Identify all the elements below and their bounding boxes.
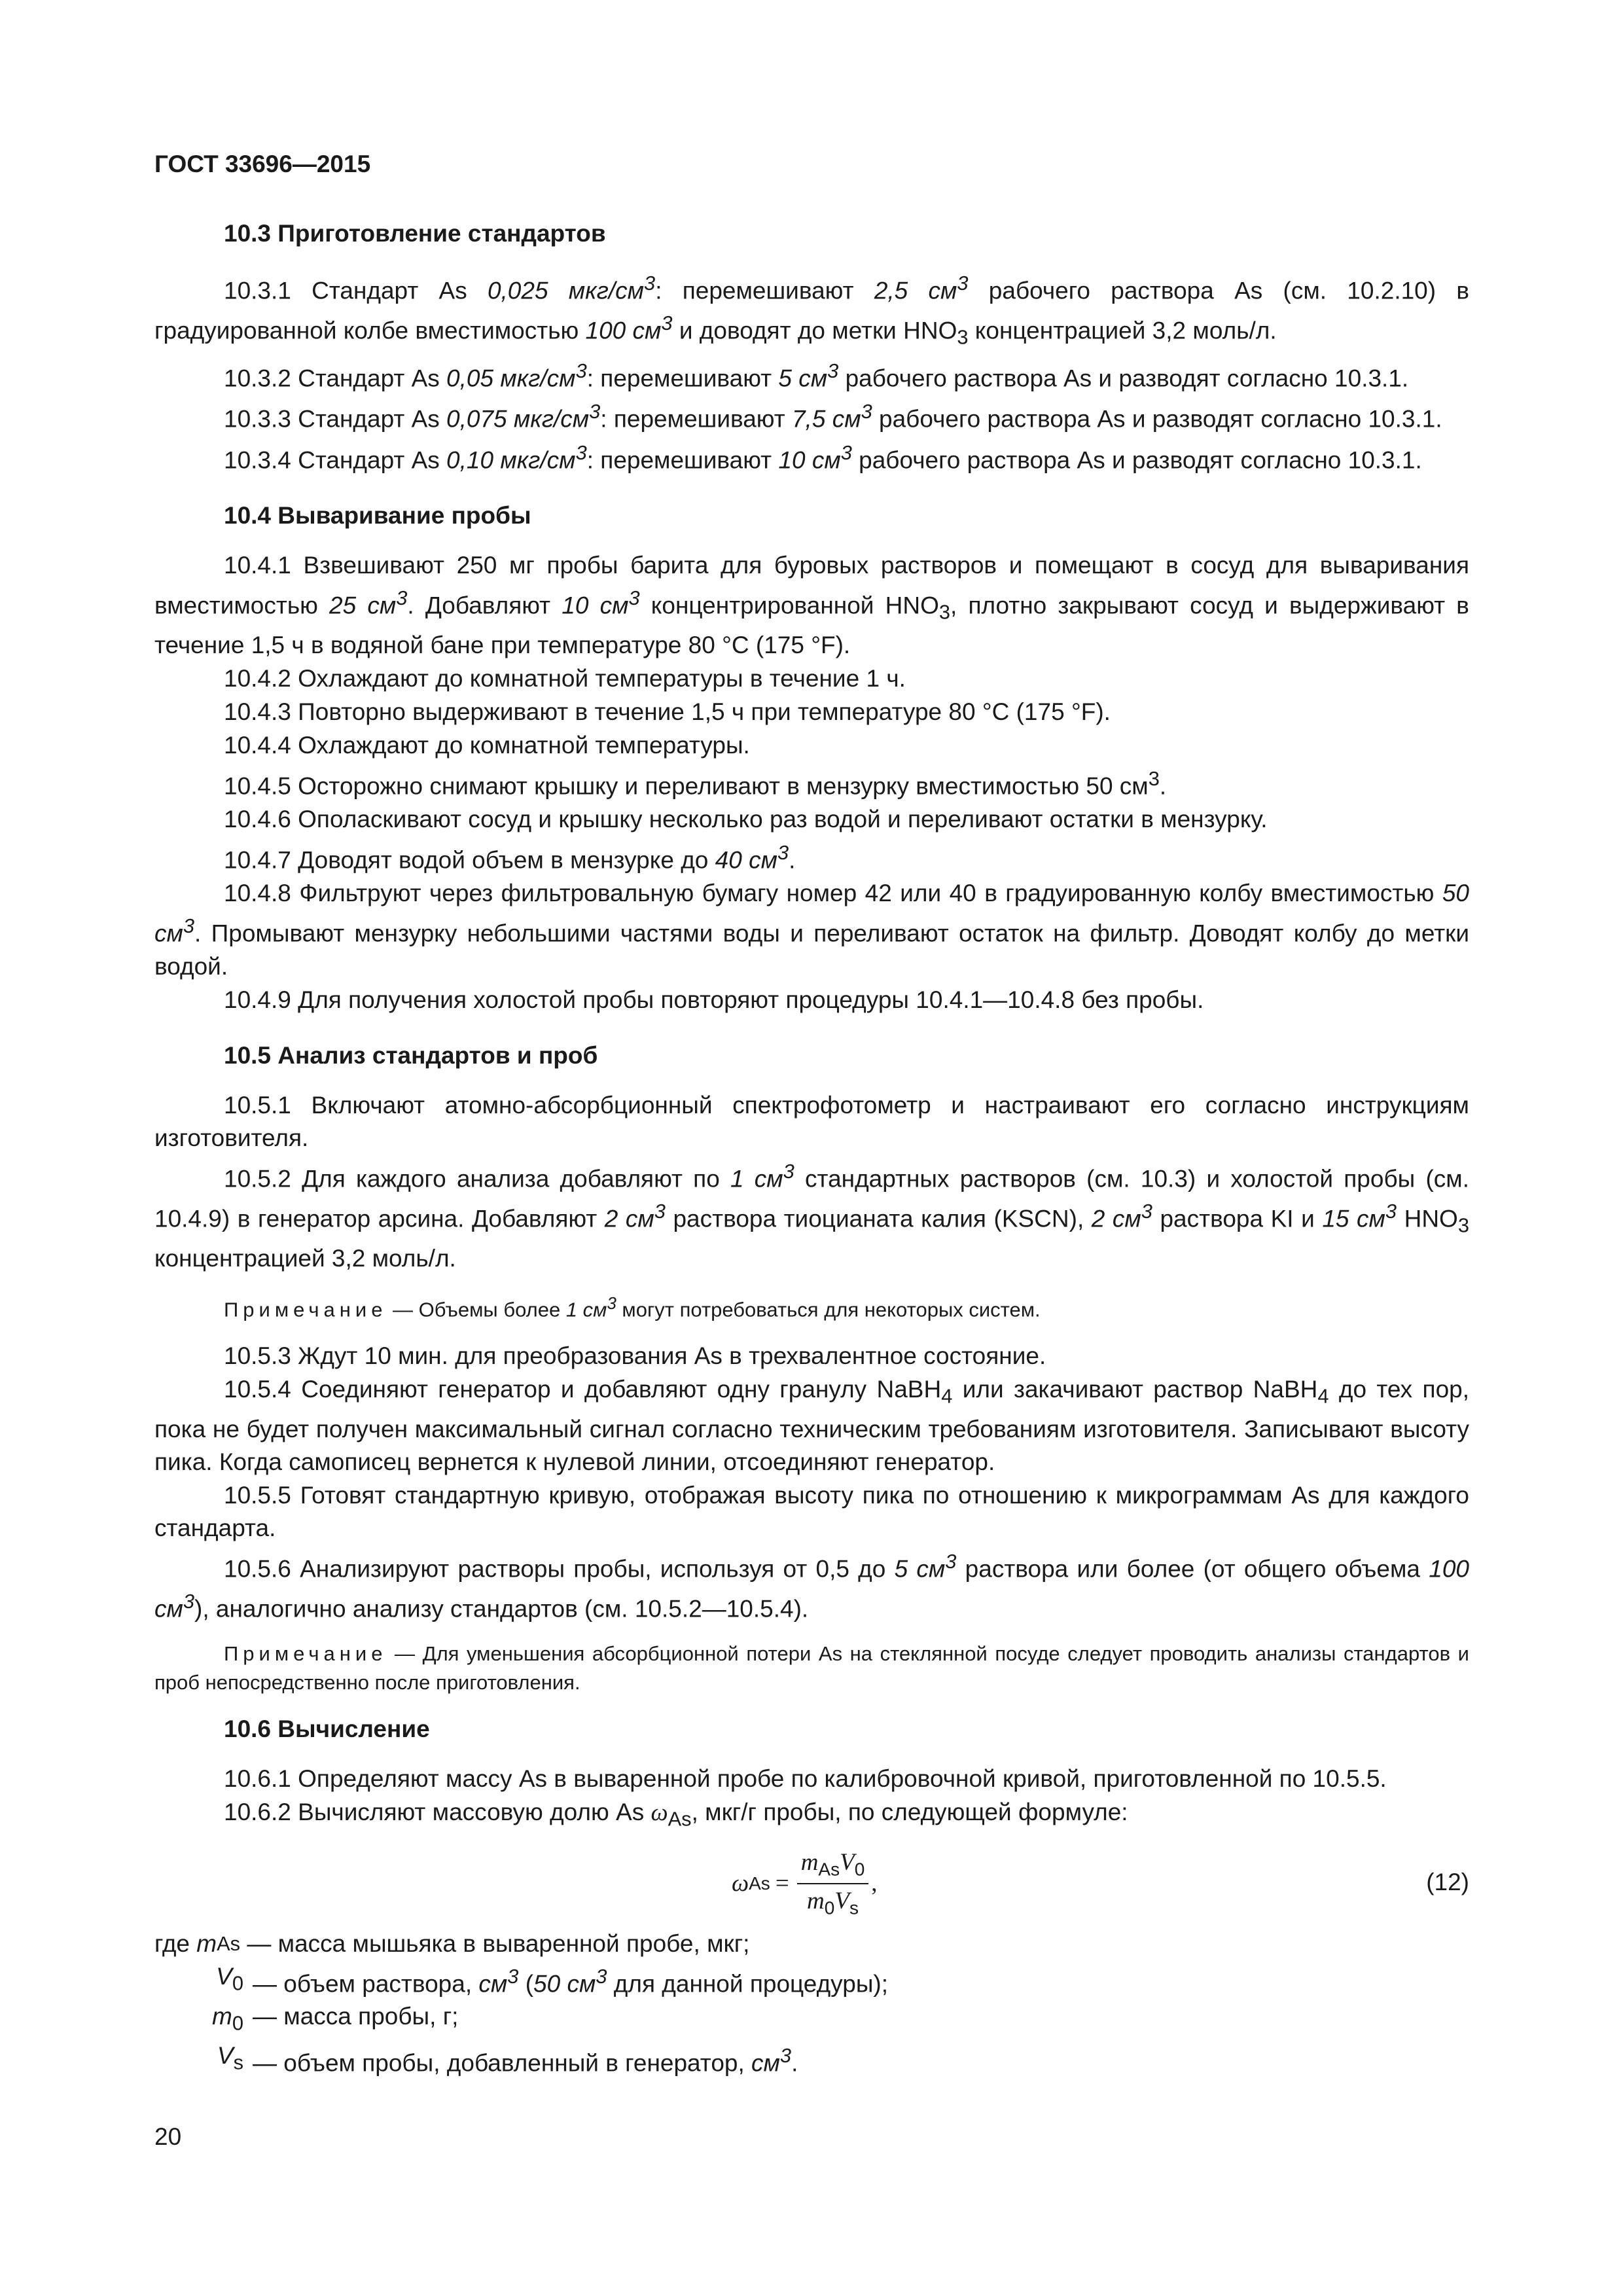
para-10-4-4: 10.4.4 Охлаждают до комнатной температуры. (224, 731, 750, 759)
para-10-4-1: 10.4.1 Взвешивают 250 мг пробы барита для буровых растворов и помещают в сосуд для вываривания вместимостью 25 $см^3$. Добавляют 10 $см^3$ концентрированной $HNO_3$, плотно закрывают сосуд и выдерживают в течение 1,5 ч в водяной бане при температуре 80 °С (175 °F). (154, 552, 1469, 658)
note-2: Примечание — Для уменьшения абсорбционной потери As на стеклянной посуде следует проводить анализы стандартов и проб непосредственно после приготовления. (154, 1642, 1469, 1695)
where-item: $V_s$ — объем пробы, добавленный в генератор, $см^3$. (217, 2042, 798, 2077)
section-10-5-title: 10.5 Анализ стандартов и проб (224, 1041, 598, 1069)
para-10-4-7: 10.4.7 Доводят водой объем в мензурке до 40 $см^3$. (224, 841, 796, 874)
formula-body: ω As = $\frac{m_{As}V_0}{m_0V_s}$ , (732, 1849, 878, 1918)
page-number: 20 (154, 2123, 182, 2150)
para-10-3-2: 10.3.2 Стандарт As 0,05 мкг/$см^3$: перемешивают 5 $см^3$ рабочего раствора As и разводят согласно 10.3.1. (224, 359, 1409, 392)
para-10-4-5: 10.4.5 Осторожно снимают крышку и переливают в мензурку вместимостью 50 $см^3$. (224, 766, 1167, 800)
formula-fraction: $\frac{m_{As}V_0}{m_0V_s}$ (797, 1848, 869, 1918)
document-header: ГОСТ 33696—2015 (154, 151, 371, 177)
formula-12 (154, 1845, 1469, 1922)
para-10-4-8: 10.4.8 Фильтруют через фильтровальную бумагу номер 42 или 40 в градуированную колбу вместимостью 50 $см^3$. Промывают мензурку небольшими частями воды и переливают остаток на фильтр. Доводят колбу до метки водой. (154, 880, 1469, 980)
note-1: Примечание — Объемы более 1 $см^3$ могут потребоваться для некоторых систем. (224, 1294, 1041, 1321)
para-10-5-4: 10.5.4 Соединяют генератор и добавляют одну гранулу NaBH$_4$ или закачивают раствор NaBH$_4$ до тех пор, пока не будет получен максимальный сигнал согласно техническим требованиям изготовителя. Записывают высоту пика. Когда самописец вернется к нулевой линии, отсоединяют генератор. (154, 1376, 1469, 1475)
para-10-6-1: 10.6.1 Определяют массу As в вываренной пробе по калибровочной кривой, приготовленной по 10.5.5. (224, 1765, 1387, 1793)
para-10-5-2: 10.5.2 Для каждого анализа добавляют по 1 $см^3$ стандартных растворов (см. 10.3) и холостой пробы (см. 10.4.9) в генератор арсина. Добавляют 2 $см^3$ раствора тиоцианата калия (KSCN), 2 $см^3$ раствора KI и 15 $см^3$ $HNO_3$ концентрацией 3,2 моль/л. (154, 1159, 1469, 1272)
para-10-4-3: 10.4.3 Повторно выдерживают в течение 1,5 ч при температуре 80 °С (175 °F). (224, 698, 1111, 725)
where-item: $m_0$ — масса пробы, г; (212, 2002, 459, 2035)
para-10-3-1: 10.3.1 Стандарт As 0,025 мкг/$см^3$: перемешивают 2,5 $см^3$ рабочего раствора As (см. 10.2.10) в градуированной колбе вместимостью 100 $см^3$ и доводят до метки $HNO_3$ концентрацией 3,2 моль/л. (154, 272, 1469, 350)
where-item: $V_0$ — объем раствора, $см^3$ (50 $см^3$ для данной процедуры); (216, 1962, 889, 1997)
section-10-3-title: 10.3 Приготовление стандартов (224, 220, 606, 247)
para-10-3-4: 10.3.4 Стандарт As 0,10 мкг/$см^3$: перемешивают 10 $см^3$ рабочего раствора As и разводят согласно 10.3.1. (224, 440, 1422, 474)
para-10-6-2: 10.6.2 Вычисляют массовую долю As $\omega_{As}$, мкг/г пробы, по следующей формуле: (224, 1799, 1128, 1831)
para-10-5-5: 10.5.5 Готовят стандартную кривую, отображая высоту пика по отношению к микрограммам As для каждого стандарта. (154, 1481, 1469, 1541)
section-10-4-title: 10.4 Вываривание пробы (224, 502, 531, 529)
para-10-4-9: 10.4.9 Для получения холостой пробы повторяют процедуры 10.4.1—10.4.8 без пробы. (224, 986, 1204, 1013)
where-list (154, 1928, 1469, 2080)
equation-number: (12) (1426, 1868, 1469, 1895)
para-10-4-6: 10.4.6 Ополаскивают сосуд и крышку несколько раз водой и переливают остатки в мензурку. (224, 806, 1268, 833)
para-10-5-6: 10.5.6 Анализируют растворы пробы, используя от 0,5 до 5 $см^3$ раствора или более (от общего объема 100 $см^3$), аналогично анализу стандартов (см. 10.5.2—10.5.4). (154, 1549, 1469, 1623)
para-10-5-1: 10.5.1 Включают атомно-абсорбционный спектрофотометр и настраивают его согласно инструкциям изготовителя. (154, 1091, 1469, 1151)
section-10-6-title: 10.6 Вычисление (224, 1715, 430, 1743)
para-10-3-3: 10.3.3 Стандарт As 0,075 мкг/$см^3$: перемешивают 7,5 $см^3$ рабочего раствора As и разводят согласно 10.3.1. (224, 400, 1442, 433)
para-10-4-2: 10.4.2 Охлаждают до комнатной температуры в течение 1 ч. (224, 664, 906, 692)
document-page (154, 148, 1469, 2080)
para-10-5-3: 10.5.3 Ждут 10 мин. для преобразования As в трехвалентное состояние. (224, 1342, 1046, 1370)
where-item: где m As — масса мышьяка в вываренной пробе, мкг; (154, 1929, 750, 1957)
